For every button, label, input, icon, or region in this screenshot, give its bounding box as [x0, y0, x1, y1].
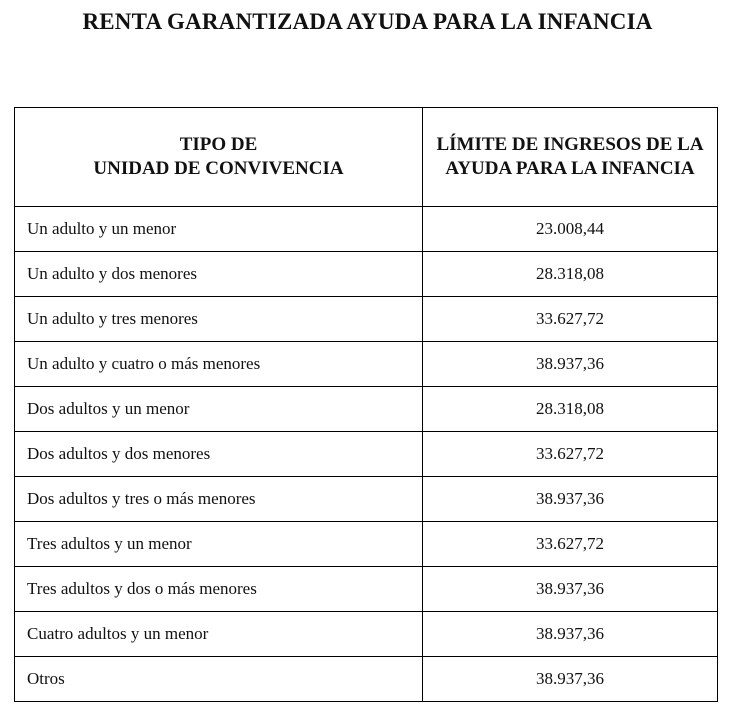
table-row [15, 432, 718, 477]
cell-limite: 33.627,72 [423, 522, 718, 567]
table-row [15, 252, 718, 297]
table-row [15, 387, 718, 432]
cell-tipo: Tres adultos y un menor [15, 522, 423, 567]
table-header-row [15, 108, 718, 207]
cell-limite: 33.627,72 [423, 297, 718, 342]
table-row [15, 567, 718, 612]
table-row [15, 522, 718, 567]
table-row [15, 207, 718, 252]
table-row [15, 297, 718, 342]
cell-limite: 38.937,36 [423, 612, 718, 657]
table-row [15, 657, 718, 702]
header-tipo-line1: TIPO DE [179, 134, 258, 155]
header-tipo-unidad [15, 108, 423, 207]
header-limite-line1: LÍMITE DE INGRESOS DE LA [436, 134, 704, 155]
cell-limite: 23.008,44 [423, 207, 718, 252]
cell-limite: 38.937,36 [423, 657, 718, 702]
income-limits-table [14, 107, 718, 702]
cell-tipo: Tres adultos y dos o más menores [15, 567, 423, 612]
page-title: RENTA GARANTIZADA AYUDA PARA LA INFANCIA [82, 9, 653, 34]
cell-tipo: Un adulto y un menor [15, 207, 423, 252]
cell-limite: 28.318,08 [423, 252, 718, 297]
table-row [15, 477, 718, 522]
header-tipo-line2: UNIDAD DE CONVIVENCIA [93, 158, 344, 179]
cell-limite: 28.318,08 [423, 387, 718, 432]
cell-tipo: Dos adultos y dos menores [15, 432, 423, 477]
cell-tipo: Un adulto y dos menores [15, 252, 423, 297]
cell-tipo: Dos adultos y un menor [15, 387, 423, 432]
table-row [15, 612, 718, 657]
table-row [15, 342, 718, 387]
cell-limite: 33.627,72 [423, 432, 718, 477]
cell-limite: 38.937,36 [423, 342, 718, 387]
cell-tipo: Un adulto y cuatro o más menores [15, 342, 423, 387]
cell-tipo: Otros [15, 657, 423, 702]
header-limite-line2: AYUDA PARA LA INFANCIA [445, 158, 695, 179]
cell-tipo: Dos adultos y tres o más menores [15, 477, 423, 522]
cell-limite: 38.937,36 [423, 567, 718, 612]
cell-tipo: Cuatro adultos y un menor [15, 612, 423, 657]
cell-limite: 38.937,36 [423, 477, 718, 522]
header-limite-ingresos [423, 108, 718, 207]
cell-tipo: Un adulto y tres menores [15, 297, 423, 342]
